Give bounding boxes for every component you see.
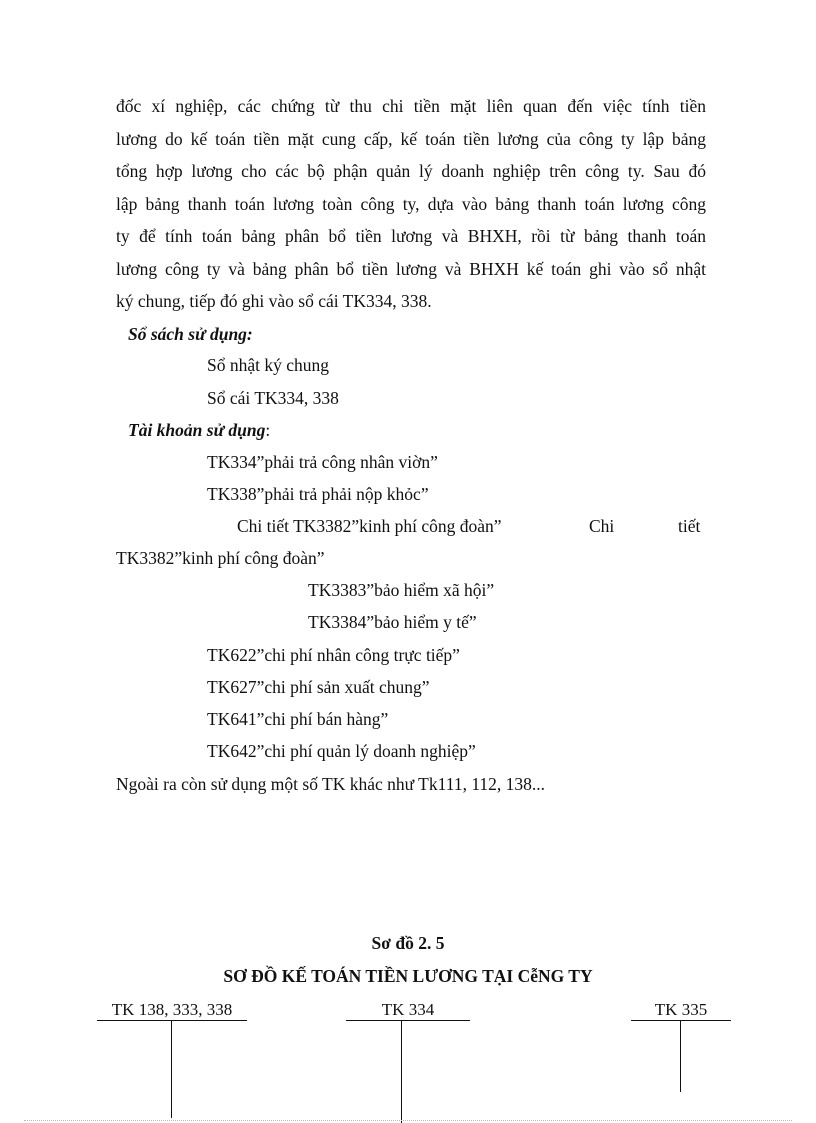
t-account-divider (171, 1020, 172, 1118)
account-tk641: TK641”chi phí bán hàng” (207, 709, 389, 729)
account-tk3382-tiet: tiết (678, 516, 701, 536)
account-tk3383: TK3383”bảo hiểm xã hội” (308, 580, 495, 600)
paragraph-line: lương công ty và bảng phân bổ tiền lương và BHXH kế toán ghi vào sổ nhật (116, 259, 706, 279)
books-item: Sổ cái TK334, 338 (207, 388, 339, 408)
account-tk622: TK622”chi phí nhân công trực tiếp” (207, 645, 460, 665)
books-heading: Sổ sách sử dụng: (128, 324, 253, 344)
account-tk338: TK338”phải trả phải nộp khỏc” (207, 484, 429, 504)
account-tk3382-chi: Chi (589, 516, 615, 536)
t-account-divider (401, 1020, 402, 1123)
accounts-heading-suffix: : (265, 420, 271, 440)
page-bottom-dotted-rule (24, 1120, 792, 1121)
paragraph-line: ty để tính toán bảng phân bổ tiền lương và BHXH, rồi từ bảng thanh toán (116, 226, 706, 246)
diagram-number: Sơ đồ 2. 5 (371, 933, 445, 953)
account-tk627: TK627”chi phí sản xuất chung” (207, 677, 430, 697)
accounts-heading: Tài khoản sử dụng (128, 420, 266, 440)
account-tk3384: TK3384”bảo hiểm y tế” (308, 612, 477, 632)
account-tk3382-wrap: TK3382”kinh phí công đoàn” (116, 548, 325, 568)
paragraph-line: đốc xí nghiệp, các chứng từ thu chi tiền mặt liên quan đến việc tính tiền (116, 96, 706, 116)
accounts-other: Ngoài ra còn sử dụng một số TK khác như Tk111, 112, 138... (116, 774, 546, 794)
t-account-rule (97, 1020, 247, 1021)
paragraph-line: lập bảng thanh toán lương toàn công ty, dựa vào bảng thanh toán lương công (116, 194, 706, 214)
t-account-label: TK 334 (381, 1000, 435, 1019)
accounts-heading-line (128, 422, 270, 440)
t-account-label: TK 335 (654, 1000, 708, 1019)
paragraph-line-last: ký chung, tiếp đó ghi vào sổ cái TK334, 338. (116, 291, 432, 311)
account-tk334: TK334”phải trả công nhân viờn” (207, 452, 438, 472)
account-tk3382-detail: Chi tiết TK3382”kinh phí công đoàn” (237, 516, 502, 536)
diagram-title: SƠ ĐỒ KẾ TOÁN TIỀN LƯƠNG TẠI CễNG TY (223, 966, 593, 986)
account-tk642: TK642”chi phí quản lý doanh nghiệp” (207, 741, 476, 761)
books-item: Sổ nhật ký chung (207, 355, 330, 375)
t-account-label: TK 138, 333, 338 (111, 1000, 233, 1019)
paragraph-line: tổng hợp lương cho các bộ phận quản lý doanh nghiệp trên công ty. Sau đó (116, 161, 706, 181)
t-account-rule (346, 1020, 470, 1021)
paragraph-line: lương do kế toán tiền mặt cung cấp, kế toán tiền lương của công ty lập bảng (116, 129, 706, 149)
t-account-divider (680, 1020, 681, 1092)
t-account-rule (631, 1020, 731, 1021)
